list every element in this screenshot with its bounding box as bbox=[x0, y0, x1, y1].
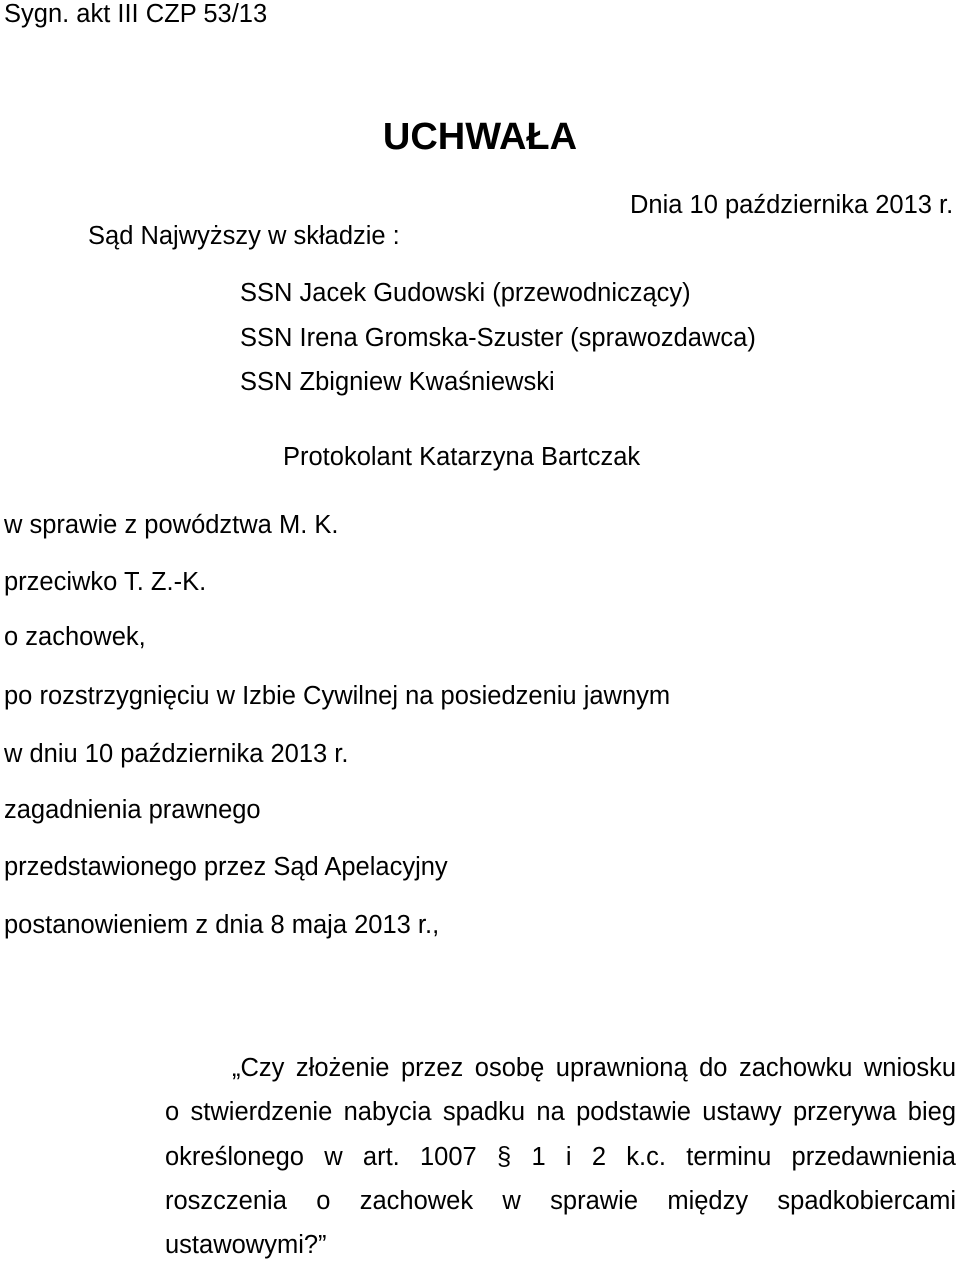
case-plaintiff-line: w sprawie z powództwa M. K. bbox=[4, 511, 339, 539]
case-hearing-date-line: w dniu 10 października 2013 r. bbox=[4, 740, 349, 768]
legal-question-line: roszczenia o zachowek w sprawie między spadkobiercami bbox=[165, 1187, 956, 1215]
judge-presiding: SSN Jacek Gudowski (przewodniczący) bbox=[240, 279, 691, 307]
case-signature: Sygn. akt III CZP 53/13 bbox=[4, 0, 268, 28]
case-legal-issue-line: zagadnienia prawnego bbox=[4, 796, 261, 824]
court-composition-label: Sąd Najwyższy w składzie : bbox=[88, 222, 400, 250]
court-clerk: Protokolant Katarzyna Bartczak bbox=[283, 443, 641, 471]
case-defendant-line: przeciwko T. Z.-K. bbox=[4, 568, 207, 596]
legal-question-line: o stwierdzenie nabycia spadku na podstawie ustawy przerywa bieg bbox=[165, 1098, 956, 1126]
judge-rapporteur: SSN Irena Gromska-Szuster (sprawozdawca) bbox=[240, 324, 756, 352]
resolution-date: Dnia 10 października 2013 r. bbox=[630, 191, 954, 219]
case-referring-court-line: przedstawionego przez Sąd Apelacyjny bbox=[4, 853, 448, 881]
case-order-date-line: postanowieniem z dnia 8 maja 2013 r., bbox=[4, 911, 440, 939]
legal-question-line: „Czy złożenie przez osobę uprawnioną do zachowku wniosku bbox=[232, 1054, 956, 1082]
case-subject-line: o zachowek, bbox=[4, 623, 146, 651]
legal-question-line: ustawowymi?” bbox=[165, 1231, 327, 1259]
case-hearing-line: po rozstrzygnięciu w Izbie Cywilnej na posiedzeniu jawnym bbox=[4, 682, 671, 710]
legal-question-line: określonego w art. 1007 § 1 i 2 k.c. terminu przedawnienia bbox=[165, 1143, 956, 1171]
judge-member: SSN Zbigniew Kwaśniewski bbox=[240, 368, 555, 396]
document-title: UCHWAŁA bbox=[382, 116, 578, 158]
